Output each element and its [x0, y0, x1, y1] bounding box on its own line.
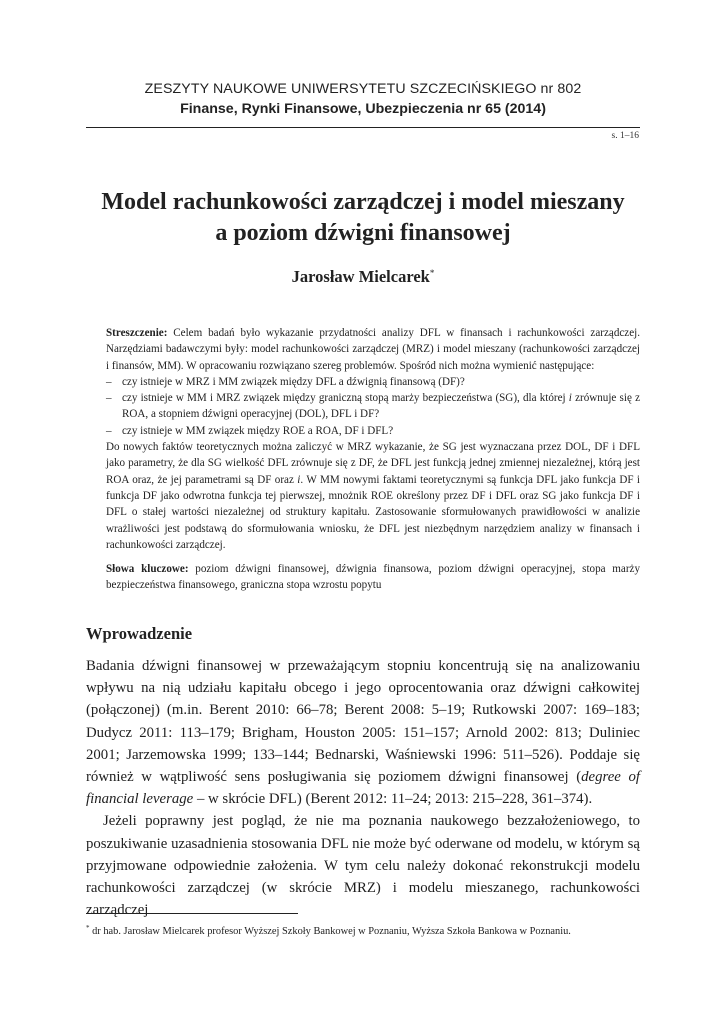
paragraph-1: Badania dźwigni finansowej w przeważającym stopniu koncentrują się na analizowaniu wpływu na nią udziału kapitału obcego i jego oprocentowania oraz dźwigni całkowitej (połączonej) (m.in. Berent 2010: 66–78; Berent 2008: 5–19; Rutkowski 2007: 169–183; Dudycz 2011: 113–179; Brigham, Houston 2005: 151–157; Arnold 2002: 813; Duliniec 2001; Jarzemowska 1999; 133–144; Bednarski, Waśniewski 1996: 511–526). Poddaje się również w wątpliwość sens posługiwania się poziomem dźwigni finansowej (degree of financial leverage – w skrócie DFL) (Berent 2012: 11–24; 2013: 215–228, 361–374).	[86, 658, 640, 808]
paragraph-2: Jeżeli poprawny jest pogląd, że nie ma poznania naukowego bezzałożeniowego, to poszukiwanie uzasadnienia stosowania DFL nie może być oderwane od modelu, w którym są przyjmowane odpowiednie założenia. W tym celu należy dokonać rekonstrukcji modelu rachunkowości zarządczej (w skrócie MRZ) i modelu mieszanego, rachunkowości zarządczej	[86, 813, 640, 919]
title-line-2: a poziom dźwigni finansowej	[215, 220, 511, 246]
header-divider	[86, 127, 640, 128]
author-name: Jarosław Mielcarek	[291, 267, 430, 286]
abstract-intro: Streszczenie: Celem badań było wykazanie przydatności analizy DFL w finansach i rachunkowości zarządczej. Narzędziami badawczymi były: model rachunkowości zarządczej (MRZ) i model mieszany (rachunkowości zarządczej i finansów, MM). W opracowaniu rozwiązano szereg problemów. Spośród nich można wymienić następujące:	[106, 327, 640, 372]
keywords-label: Słowa kluczowe:	[106, 563, 189, 576]
footnote-text: dr hab. Jarosław Mielcarek profesor Wyższej Szkoły Bankowej w Poznaniu, Wyższa Szkoła Bankowa w Poznaniu.	[89, 926, 571, 937]
page-range: s. 1–16	[611, 131, 639, 141]
footnote-marker: *	[86, 924, 90, 932]
footnote-divider	[86, 913, 298, 914]
journal-header	[86, 79, 640, 119]
journal-issue: Finanse, Rynki Finansowe, Ubezpieczenia nr 65 (2014)	[180, 101, 546, 117]
abstract-question-2: – czy istnieje w MM i MRZ związek między graniczną stopą marży bezpieczeństwa (SG), dla której i zrównuje się z ROA, a stopniem dźwigni operacyjnej (DOL), DFL i DF?	[106, 390, 640, 423]
abstract-question-1: – czy istnieje w MRZ i MM związek między DFL a dźwignią finansową (DF)?	[106, 374, 640, 390]
abstract-question-3: – czy istnieje w MM związek między ROE a ROA, DF i DFL?	[106, 423, 640, 439]
author	[86, 267, 640, 287]
journal-series: ZESZYTY NAUKOWE UNIWERSYTETU SZCZECIŃSKIEGO nr 802	[144, 81, 582, 97]
abstract-label: Streszczenie:	[106, 327, 168, 339]
body-text	[86, 655, 640, 921]
title-line-1: Model rachunkowości zarządczej i model mieszany	[101, 189, 625, 215]
footnote	[86, 921, 640, 939]
article-title	[86, 187, 640, 249]
keywords: Słowa kluczowe: poziom dźwigni finansowej, dźwignia finansowa, poziom dźwigni operacyjnej, stopa marży bezpieczeństwa finansowego, graniczna stopa wzrostu popytu	[106, 563, 641, 592]
author-footnote-marker: *	[429, 268, 435, 278]
abstract	[106, 325, 640, 594]
abstract-findings: Do nowych faktów teoretycznych można zaliczyć w MRZ wykazanie, że SG jest wyznaczana przez DOL, DF i DFL jako parametry, że dla SG wielkość DFL zrównuje się z DF, że DFL jest funkcją jednej zmiennej niezależnej, którą jest ROA oraz, że jej parametrami są DF oraz i. W MM nowymi faktami teoretycznymi są funkcja DFL jako funkcja DF i funkcja DF jako odwrotna funkcja tej pierwszej, mnożnik ROE określony przez DF i DFL oraz SG jako funkcja DF i DFL o stałej wartości niezależnej od struktury kapitału. Zastosowanie sformułowanych prawidłowości w analizie wrażliwości jest podstawą do sformułowania wniosku, że DFL jest niezbędnym narzędziem analizy w finansach i rachunkowości zarządczej.	[106, 441, 640, 551]
section-heading: Wprowadzenie	[86, 624, 193, 643]
